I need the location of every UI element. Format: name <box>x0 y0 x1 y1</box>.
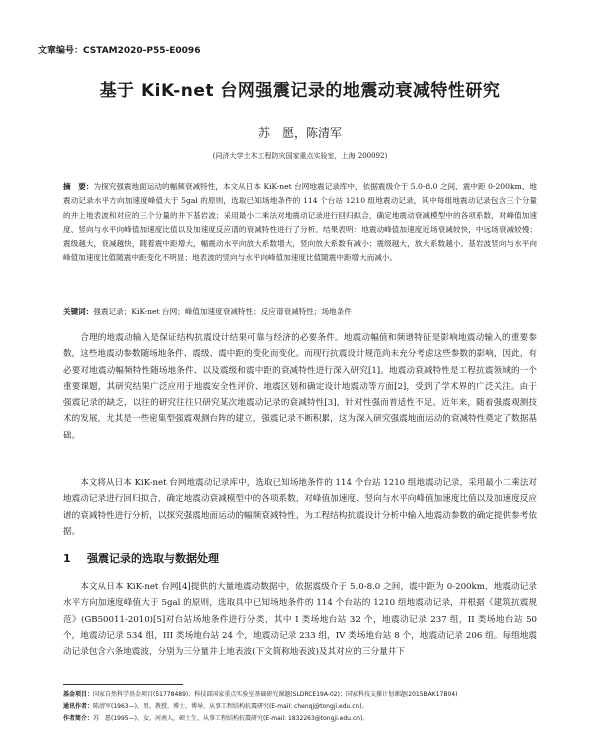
footnote-divider <box>63 684 183 685</box>
footnote-corresponding-author: 通讯作者：陈清军(1963—)，男，教授，博士，博导，从事工程结构抗震研究(E-mail: chenqj@tongji.edu.cn)。 <box>63 703 368 710</box>
affiliation: (同济大学土木工程防灾国家重点实验室，上海 200092) <box>212 152 388 160</box>
body-paragraph: 本文从日本 KiK-net 台网[4]提供的大量地震动数据中，依据震级介于 5.0-8.0 之间，震中距为 0-200km，地震动记录水平方向加速度峰值大于 5gal 的原则，选取具中已知场地条件的 114 个台站的 1210 组地震动记录，并根据《建筑抗震规范》(GB50011-2010)[5]对台站场地条件进行分类，其中 I 类场地台站 32 个，地震动记录 237 组，II 类场地台站 50 个，地震动记录 534 组，III 类场地台站 24 个，地震动记录 233 组，IV 类场地台站 8 个，地震动记录 206 组。每组地震动记录包含六条地震波，分别为三分量井上地表波(下文简称地表波)及其对应的三分量井下 <box>63 582 537 658</box>
keywords <box>63 306 537 317</box>
article-number: 文章编号：CSTAM2020-P55-E0096 <box>38 46 201 56</box>
section-title: 强震记录的选取与数据处理 <box>87 552 219 565</box>
author-list: 苏 愿，陈清军 <box>257 126 342 140</box>
abstract <box>63 180 537 266</box>
abstract-text: 为探究强震地面运动的幅频衰减特性，本文从日本 KiK-net 台网地震记录库中，依据震级介于 5.0-8.0 之间、震中距 0-200km、地震动记录水平方向加速度峰值大于 5gal 的原则，选取已知场地条件的 114 个台站 1210 组地震动记录，其中每组地震动记录包含三个分量的井上地表波和对应的三个分量的井下基岩波；采用最小二乘法对地震动记录进行回归拟合，确定地震动衰减模型中的各项系数，对峰值加速度、竖向与水平向峰值加速度比值以及加速度反应谱的衰减特性进行了分析。结果表明：地震动峰值加速度近场衰减较快，中远场衰减较慢；震级越大，衰减越快，随着震中距增大，幅震动水平向放大系数增大，竖向放大系数有减小；震级越大，放大系数越小。基岩波竖向与水平向峰值加速度比值随震中距变化不明显；地表波的竖向与水平向峰值加速度比值随震中距增大而减小。 <box>63 182 538 263</box>
section-number: 1 <box>63 552 71 565</box>
footnote-author-bio: 作者简介：苏 愿(1995—)，女，河南人，硕士生，从事工程结构抗震研究(E-mail: 1832263@tongji.edu.cn)。 <box>63 715 369 722</box>
intro-paragraph: 合理的地震动输入是保证结构抗震设计结果可靠与经济的必要条件。地震动幅值和频谱特征是影响地震动输入的重要参数，这些地震动参数随场地条件、震级、震中距的变化而变化。而现行抗震设计规范尚未充分考虑这些参数的影响，因此，有必要对地震动幅频特性随场地条件、以及震级和震中距的衰减特性进行深入研究[1]。地震动衰减特性是工程抗震领域的一个重要课题，其研究结果广泛应用于地震安全性评价、地震区划和确定设计地震动等方面[2]，受到了学术界的广泛关注。由于强震记录的缺乏，以往的研究往往只研究某次地震动记录的衰减特性[3]，针对性强而普适性不足。近年来，随着强震观测技术的发展，尤其是一些密集型强震观测台阵的建立，强震记录不断积累，这为深入研究强震地面运动的衰减特性奠定了数据基础。 <box>63 333 537 441</box>
keywords-text: 强震记录；KiK-net 台网；峰值加速度衰减特性；反应谱衰减特性；场地条件 <box>93 307 352 316</box>
intro-paragraph: 本文将从日本 KiK-net 台网地震动记录库中，选取已知场地条件的 114 个台站 1210 组地震动记录，采用最小二乘法对地震动记录进行回归拟合，确定地震动衰减模型中的各项系数，对峰值加速度、竖向与水平向峰值加速度比值以及加速度反应谱的衰减特性进行分析，以探究强震地面运动的幅频衰减特性，为工程结构抗震设计分析中输入地震动参数的确定提供参考依据。 <box>63 478 537 537</box>
footnotes <box>63 689 553 725</box>
keywords-label: 关键词： <box>63 307 94 316</box>
abstract-label: 摘 要： <box>63 182 94 191</box>
footnote-funding: 基金项目：国家自然科学基金项目(51778489)；科技部国家重点实验室基础研究课题(SLDRCE19A-02)；国家科技支撑计划课题(2015BAK17B04) <box>63 691 458 698</box>
section-heading <box>63 550 219 566</box>
paper-title: 基于 KiK-net 台网强震记录的地震动衰减特性研究 <box>99 81 501 101</box>
